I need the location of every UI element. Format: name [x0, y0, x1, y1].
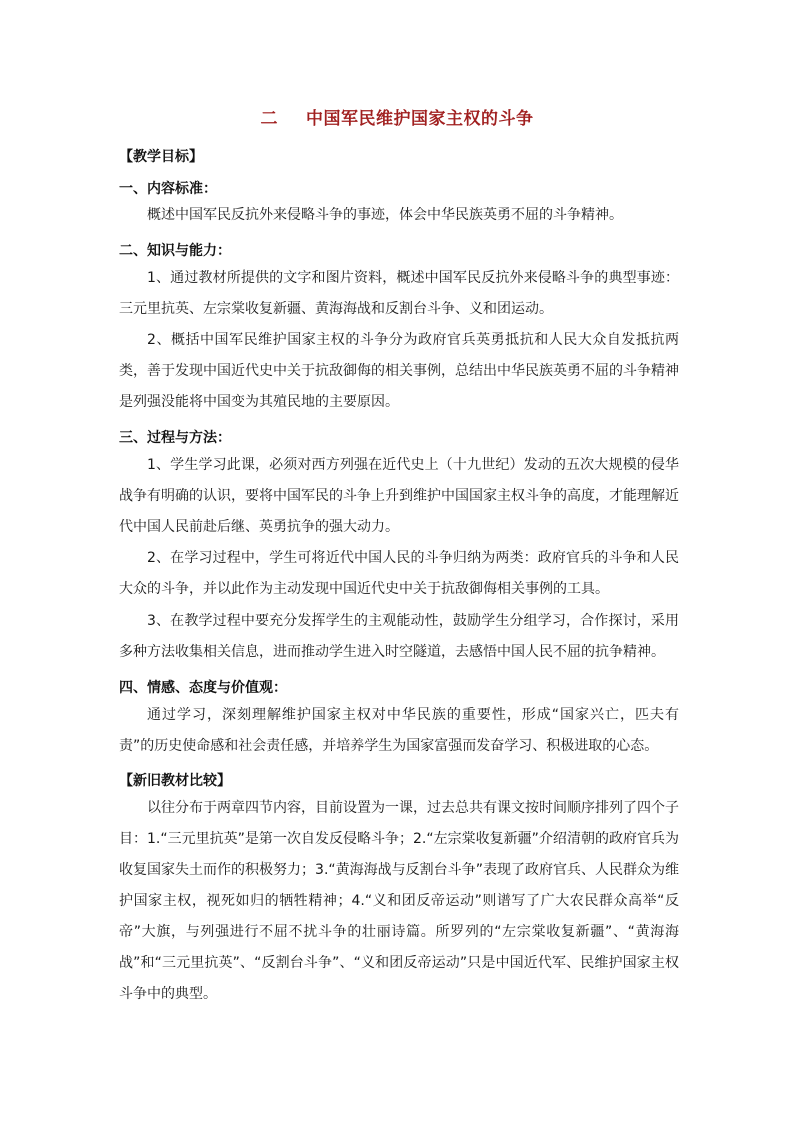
- lesson-title-text: 中国军民维护国家主权的斗争: [306, 109, 534, 129]
- content-standard-heading: 一、内容标准：: [119, 181, 217, 197]
- objectives-heading: 【教学目标】: [119, 149, 203, 165]
- comparison-heading: 【新旧教材比较】: [119, 773, 231, 789]
- lesson-number: 二: [260, 109, 278, 129]
- process-method-paragraph-1: 1、学生学习此课，必须对西方列强在近代史上（十九世纪）发动的五次大规模的侵华战争有明确的认识，要将中国军民的斗争上升到维护中国国家主权斗争的高度，才能理解近代中国人民前赴后继、英勇抗争的强大动力。: [119, 457, 679, 535]
- emotion-values-heading: 四、情感、态度与价值观：: [119, 680, 287, 696]
- process-method-heading: 三、过程与方法：: [119, 430, 231, 446]
- knowledge-ability-paragraph-2: 2、概括中国军民维护国家主权的斗争分为政府官兵英勇抵抗和人民大众自发抵抗两类，善于发现中国近代史中关于抗敌御侮的相关事例，总结出中华民族英勇不屈的斗争精神是列强没能将中国变为其殖民地的主要原因。: [119, 332, 679, 410]
- comparison-paragraph: 以往分布于两章四节内容，目前设置为一课，过去总共有课文按时间顺序排列了四个子目：1.“三元里抗英”是第一次自发反侵略斗争；2.“左宗棠收复新疆”介绍清朝的政府官兵为收复国家失土而作的积极努力；3.“黄海海战与反割台斗争”表现了政府官兵、人民群众为维护国家主权，视死如归的牺牲精神；4.“义和团反帝运动”则谱写了广大农民群众高举“反帝”大旗，与列强进行不屈不扰斗争的壮丽诗篇。所罗列的“左宗棠收复新疆”、“黄海海战”和“三元里抗英”、“反割台斗争”、“义和团反帝运动”只是中国近代军、民维护国家主权斗争中的典型。: [119, 800, 679, 1002]
- process-method-paragraph-2: 2、在学习过程中，学生可将近代中国人民的斗争归纳为两类：政府官兵的斗争和人民大众的斗争，并以此作为主动发现中国近代史中关于抗敌御侮相关事例的工具。: [119, 550, 679, 597]
- process-method-paragraph-3: 3、在教学过程中要充分发挥学生的主观能动性，鼓励学生分组学习，合作探讨，采用多种方法收集相关信息，进而推动学生进入时空隧道，去感悟中国人民不屈的抗争精神。: [119, 613, 679, 660]
- knowledge-ability-heading: 二、知识与能力：: [119, 243, 231, 259]
- emotion-values-paragraph: 通过学习，深刻理解维护国家主权对中华民族的重要性，形成“国家兴亡，匹夫有责”的历史使命感和社会责任感，并培养学生为国家富强而发奋学习、积极进取的心态。: [119, 707, 679, 754]
- knowledge-ability-paragraph-1: 1、通过教材所提供的文字和图片资料，概述中国军民反抗外来侵略斗争的典型事迹：三元里抗英、左宗棠收复新疆、黄海海战和反割台斗争、义和团运动。: [119, 270, 679, 317]
- content-standard-paragraph: 概述中国军民反抗外来侵略斗争的事迹，体会中华民族英勇不屈的斗争精神。: [147, 207, 623, 223]
- lesson-title: [120, 104, 674, 129]
